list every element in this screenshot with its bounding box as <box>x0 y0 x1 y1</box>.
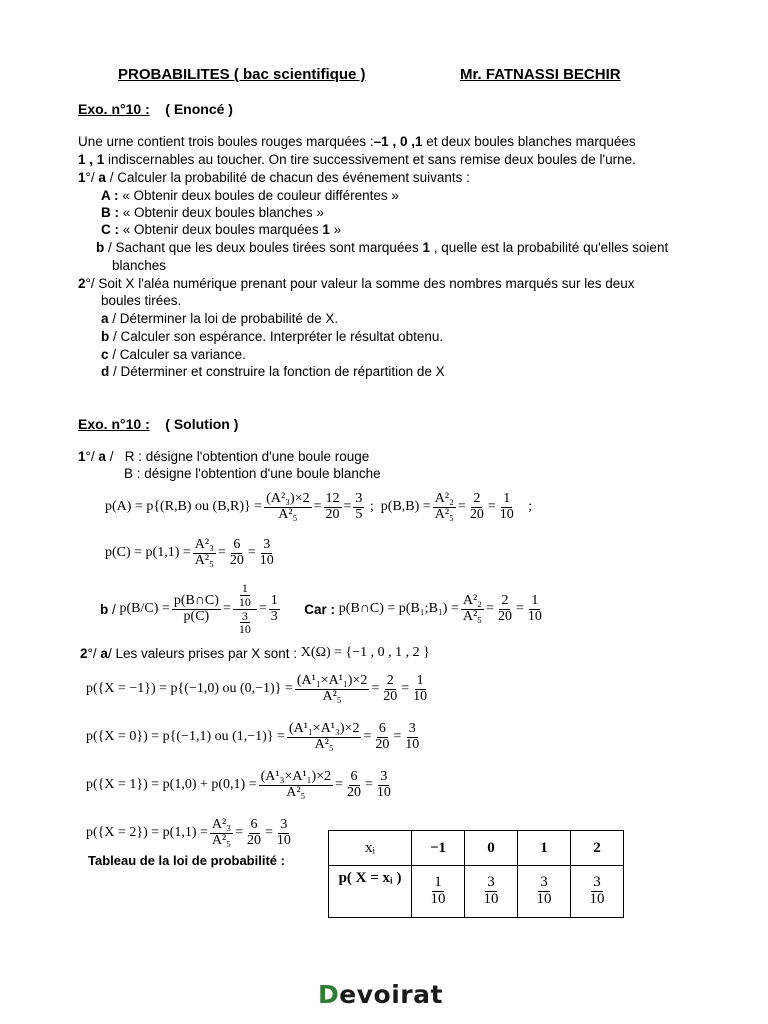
enonce-intro-line2: 1 , 1 indiscernables au toucher. On tire successivement et sans remise deux boules de l'urne. <box>78 152 636 167</box>
table-cell-value: 2 <box>571 831 624 866</box>
solution-1a-b: B : désigne l'obtention d'une boule blanche <box>124 466 381 481</box>
question-1b-cont: blanches <box>112 258 167 273</box>
author-name: Mr. FATNASSI BECHIR <box>460 66 621 83</box>
table-cell-value: −1 <box>412 831 465 866</box>
formula-x-0: p({X = 0}) = p{(−1,1) ou (1,−1)} = $\frac{\text{(A¹₁×A¹₃)×2}}{\text{A²₅}}$ = 6 20 = 3 10 <box>86 720 420 752</box>
question-2: 2°/ Soit X l'aléa numérique prenant pour valeur la somme des nombres marqués sur les deux <box>78 276 635 291</box>
question-1a: 1°/ a / Calculer la probabilité de chacun des événement suivants : <box>78 170 470 185</box>
formula-x-minus1: p({X = −1}) = p{(−1,0) ou (0,−1)} = $\frac{\text{(A¹₁×A¹₁)×2}}{\text{A²₅}}$ = 2 20 = 1 10 <box>86 672 428 704</box>
table-cell-prob: $\frac{3}{10}$ <box>571 866 624 918</box>
enonce-intro-line1: Une urne contient trois boules rouges marquées :–1 , 0 ,1 et deux boules blanches marquées <box>78 134 636 149</box>
enonce-heading: Exo. n°10 : ( Enoncé ) <box>78 101 233 117</box>
question-1b: b / Sachant que les deux boules tirées sont marquées 1 , quelle est la probabilité qu'elles soient <box>96 240 669 255</box>
table-row <box>329 866 624 918</box>
event-a: A : « Obtenir deux boules de couleur différentes » <box>101 188 399 203</box>
table-cell-prob: $\frac{3}{10}$ <box>518 866 571 918</box>
table-cell-prob: $\frac{1}{10}$ <box>412 866 465 918</box>
event-b: B : « Obtenir deux boules blanches » <box>101 205 324 220</box>
table-cell-value: 0 <box>465 831 518 866</box>
solution-2a: 2 °/ a / Les valeurs prises par X sont : X(Ω) = {−1 , 0 , 1 , 2 } <box>80 645 430 661</box>
question-2-cont: boules tirées. <box>101 293 182 308</box>
question-2d: d / Déterminer et construire la fonction de répartition de X <box>101 364 445 379</box>
table-header-prob: p( X = xᵢ ) <box>329 866 412 918</box>
table-caption: Tableau de la loi de probabilité : <box>88 853 285 868</box>
table-cell-prob: $\frac{3}{10}$ <box>465 866 518 918</box>
table-header-xi: xᵢ <box>329 831 412 866</box>
question-2a: a / Déterminer la loi de probabilité de X. <box>101 311 339 326</box>
page-title: PROBABILITES ( bac scientifique ) <box>118 66 366 83</box>
question-2c: c / Calculer sa variance. <box>101 347 246 362</box>
table-cell-value: 1 <box>518 831 571 866</box>
formula-pa: p(A) = p{(R,B) ou (B,R)} = $\frac{\text{(A²₃)×2}}{\text{A²₅}}$ = 12 20 = 3 5 ; p(B,B) = $\frac{\text{A²₂}}{\text{A²₅}}$ = 2 20 = 1 10 ; <box>105 490 533 522</box>
devoirat-logo: Devoirat <box>318 980 443 1009</box>
formula-pbc: b / p(B/C) = $\frac{p(B\cap C)}{p(C)}$ = $\frac{\frac{1}{10}}{\frac{3}{10}}$ = $\frac{1}{3}$ Car : p(B∩C) = p(B₁;B₁) = $\frac{\text{A²₂}}{\text{A²₅}}$ = $\frac{2}{20}$ = $\frac{1}{10}$ <box>100 581 542 637</box>
solution-heading: Exo. n°10 : ( Solution ) <box>78 416 239 432</box>
formula-pc: p(C) = p(1,1) = $\frac{\text{A²₃}}{\text{A²₅}}$ = 6 20 = 3 10 <box>105 536 274 568</box>
solution-1a-r: 1°/ a / R : désigne l'obtention d'une boule rouge <box>78 449 370 464</box>
question-2b: b / Calculer son espérance. Interpréter le résultat obtenu. <box>101 329 444 344</box>
formula-x-1: p({X = 1}) = p(1,0) + p(0,1) = $\frac{\text{(A¹₃×A¹₁)×2}}{\text{A²₅}}$ = 6 20 = 3 10 <box>86 768 391 800</box>
probability-law-table <box>328 830 624 918</box>
formula-x-2: p({X = 2}) = p(1,1) = $\frac{\text{A²₃}}{\text{A²₅}}$ = 6 20 = 3 10 <box>86 816 291 848</box>
event-c: C : « Obtenir deux boules marquées 1 » <box>101 222 342 237</box>
table-row <box>329 831 624 866</box>
